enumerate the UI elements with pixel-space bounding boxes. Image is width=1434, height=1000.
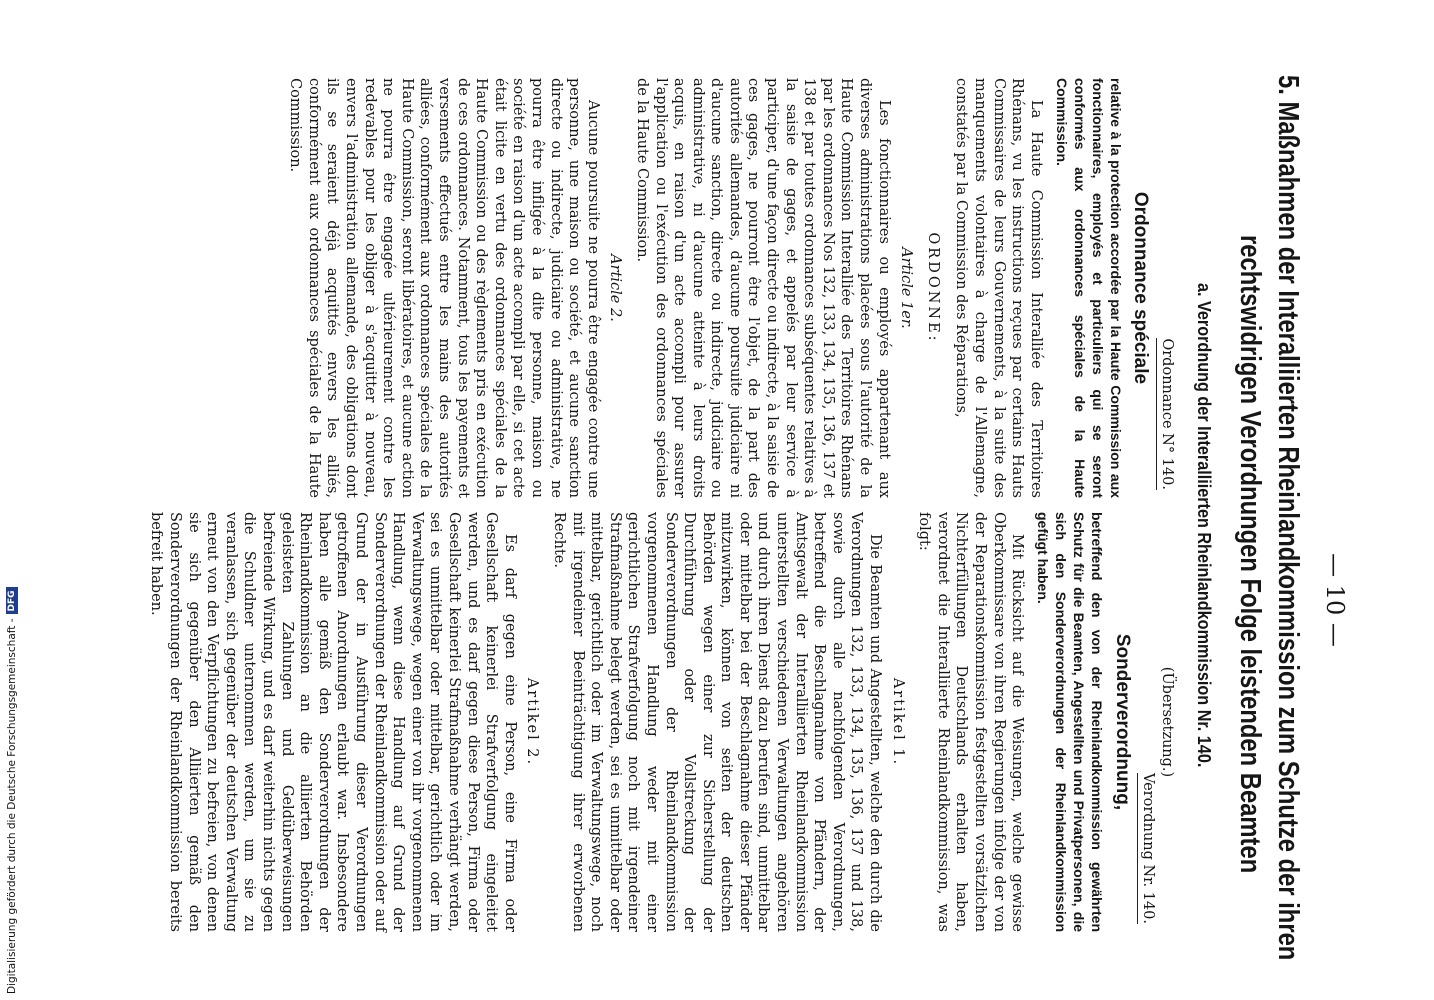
digitization-credit bbox=[6, 587, 18, 994]
german-preamble: Mit Rücksicht auf die Weisungen, welche gewisse Oberkommissare von ihren Regierungen infolge der von der Reparationskommission festgestellten vorsätzlichen Nichterfüllungen Deutschlands erhalten haben, verordnet die Interalliierte Rheinlandkommission, was folgt: bbox=[916, 512, 1026, 932]
section-title-line-2: rechtswidrigen Verordnungen Folge leistenden Beamten bbox=[1234, 235, 1266, 874]
ordinance-number: Ordonnance N° 140. bbox=[1157, 78, 1176, 498]
french-article-2-text: Aucune poursuite ne pourra être engagée contre une personne, une maison ou société, et aucune sanction directe ou indirecte, judiciaire ou administrative, ne pourra être infligée à la dite personne, maison ou société en raison d'un acte accompli par elle, si cet acte était licite en vertu des ordonnances spéciales de la Haute Commission ou des règlements pris en exécution de ces ordonnances. Notamment, tous les payements et versements effectués entre les mains des autorités alliées, conformément aux ordonnances spéciales de la Haute Commission, seront libératoires, et aucune action ne pourra être engagée ultérieurement contre les redevables pour les obliger à s'acquitter à nouveau, envers l'administration allemande, des obligations dont ils se seraient déjà acquittés envers les alliés, conformément aux ordonnances spéciales de la Haute Commission. bbox=[287, 78, 601, 498]
subsection-title: a. Verordnung der Interalliierten Rheinlandkommission Nr. 140. bbox=[1194, 283, 1214, 768]
french-column bbox=[286, 78, 1176, 498]
section-title-line-1: 5. Maßnahmen der Interalliierten Rheinlandkommission zum Schutze der ihren bbox=[1272, 75, 1304, 961]
german-column bbox=[147, 512, 1176, 932]
dfg-logo: DFG bbox=[6, 587, 18, 614]
french-preamble: La Haute Commission Interalliée des Territoires Rhénans, vu les instructions reçues par certains Hauts Commissaires de leurs Gouvernements, à la suite des manquements volontaires à charge de l'Allemagne, constatés par la Commission des Réparations, bbox=[953, 78, 1044, 498]
page-number: — 10 — bbox=[1321, 553, 1349, 647]
german-article-2-text: Es darf gegen eine Person, eine Firma oder Gesellschaft keinerlei Strafverfolgung eingeleitet werden, und es darf gegen diese Person, Firma oder Gesellschaft keinerlei Strafmaßnahme verhängt werden, sei es unmittelbar oder mittelbar, gerichtlich oder im Verwaltungswege, wegen einer von ihr vorgenommenen Handlung, wenn diese Handlung auf Grund der Sonderverordnungen der Rheinlandkommission oder auf Grund der in Ausführung dieser Verordnungen getroffenen Anordnungen erlaubt war. Insbesondere haben alle gemäß den Sonderverordnungen der Rheinlandkommission an die alliierten Behörden geleisteten Zahlungen und Geldüberweisungen befreiende Wirkung, und es darf weiterhin nichts gegen die Schuldner unternommen werden, um sie zu veranlassen, sich gegenüber der deutschen Verwaltung erneut von den Verpflichtungen zu befreien, von denen sie sich gegenüber den Alliierten gemäß den Sonderverordnungen der Rheinlandkommission bereits befreit haben. bbox=[148, 512, 518, 932]
french-document-title: Ordonnance spéciale bbox=[1130, 191, 1152, 385]
french-article-2-heading: Article 2. bbox=[607, 254, 624, 322]
french-intro: relative à la protection accordée par la Haute Commission aux fonctionnaires, employés et particuliers qui se seront conformés aux ordonnances spéciales de la Haute Commission. bbox=[1053, 78, 1124, 498]
german-intro: betreffend den von der Rheinlandkommission gewährten Schutz für die Beamten, Angestellten und Privatpersonen, die sich den Sonderverordnungen der Rheinlandkommission gefügt haben. bbox=[1035, 512, 1106, 932]
german-article-1-text: Die Beamten und Angestellten, welche den durch die Verordnungen 132, 133, 134, 135, 136, 137 und 138, sowie durch alle nachfolgenden Verordnungen, betreffend die Beschlagnahme von Pfändern, der Amtsgewalt der Interalliierten Rheinlandkommission unterstellten verschiedenen Verwaltungen angehören und durch ihren Dienst dazu berufen sind, unmittelbar oder mittelbar bei der Beschlagnahme dieser Pfänder mitzuwirken, können von seiten der deutschen Behörden wegen einer zur Sicherstellung der Durchführung oder Vollstreckung der Sonderverordnungen der Rheinlandkommission vorgenommenen Handlung weder mit einer gerichtlichen Strafverfolgung noch mit irgendeiner Strafmaßnahme belegt werden, sei es unmittelbar oder mittelbar, gerichtlich oder im Verwaltungswege, noch mit irgendeiner Beeinträchtigung ihrer erworbenen Rechte. bbox=[550, 512, 884, 932]
french-article-1-text: Les fonctionnaires ou employés appartenant aux diverses administrations placées sous l'autorité de la Haute Commission Interalliée des Territoires Rhénans par les ordonnances Nos 132, 133, 134, 135, 136, 137 et 138 et par toutes ordonnances subséquentes relatives à la saisie de gages, et appelés par leur service à participer, d'une façon directe ou indirecte, à la saisie de ces gages, ne pourront être l'objet, de la part des autorités allemandes, d'aucune poursuite judiciaire ni d'aucune sanction, directe ou indirecte, judiciaire ou administrative, ni d'aucune atteinte à leurs droits acquis, en raison d'un acte accompli pour assurer l'application ou l'exécution des ordonnances spéciales de la Haute Commission. bbox=[633, 78, 892, 498]
credit-text: Digitalisierung gefördert durch die Deutsche Forschungsgemeinschaft - bbox=[6, 618, 18, 994]
german-document-title: Sonderverordnung, bbox=[1111, 633, 1133, 811]
german-article-1-heading: Artikel 1. bbox=[889, 677, 906, 767]
french-article-1-heading: Article 1er. bbox=[898, 247, 915, 329]
ordonne-heading: ORDONNE: bbox=[924, 232, 941, 344]
verordnung-number: Verordnung Nr. 140. bbox=[1139, 512, 1158, 932]
translation-note: (Übersetzung.) bbox=[1159, 666, 1175, 778]
german-article-2-heading: Artikel 2. bbox=[524, 677, 541, 767]
